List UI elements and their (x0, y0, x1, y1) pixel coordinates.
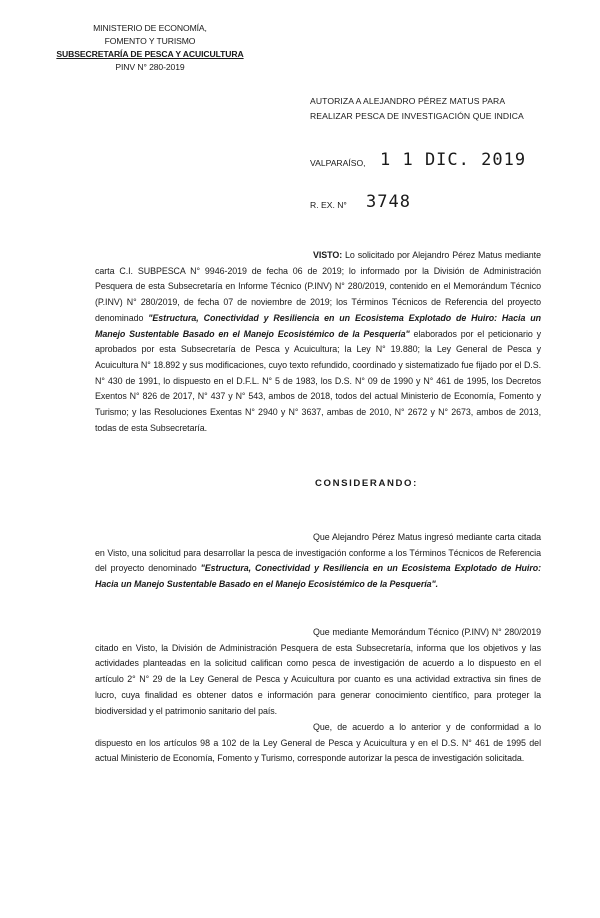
resolution-subject: AUTORIZA A ALEJANDRO PÉREZ MATUS PARA REALIZAR PESCA DE INVESTIGACIÓN QUE INDICA (310, 96, 524, 121)
visto-text-1: Lo solicitado por Alejandro Pérez Matus mediante carta C.I. SUBPESCA N° 9946-2019 de fecha 06 de 2019; lo informado por la División de Administración Pesquera de esta Subsecretaría en Informe Técnico (P.INV) N° 280/2019, contenido en el Memorándum Técnico (P.INV) N° 280/2019, de fecha 07 de noviembre de 2019; los Términos Técnicos de Referencia del proyecto denominado (95, 250, 541, 323)
letterhead (55, 22, 245, 74)
rex-label: R. EX. N° (310, 200, 347, 210)
considerando-heading: CONSIDERANDO: (315, 478, 418, 489)
date-stamp: 1 1 DIC. 2019 (380, 150, 527, 170)
visto-label: VISTO: (313, 250, 343, 260)
rex-number: 3748 (366, 192, 411, 212)
subsecretaria-line: SUBSECRETARÍA DE PESCA Y ACUICULTURA (56, 49, 244, 59)
ministry-line-1: MINISTERIO DE ECONOMÍA, (93, 23, 207, 33)
visto-project-title: "Estructura, Conectividad y Resiliencia en un Ecosistema Explotado de Huiro: Hacia un Manejo Sustentable Basado en el Manejo Ecosistémico de la Pesquería" (95, 312, 541, 339)
place-label: VALPARAÍSO, (310, 158, 366, 168)
considerando-paragraph-1 (95, 530, 541, 593)
visto-paragraph (95, 248, 541, 436)
considerando-p1-text: Que Alejandro Pérez Matus ingresó mediante carta citada en Visto, una solicitud para desarrollar la pesca de investigación conforme a los Términos Técnicos de Referencia del proyecto denominado (95, 532, 541, 574)
reference-code: PINV N° 280-2019 (115, 62, 185, 72)
considerando-paragraph-3: Que, de acuerdo a lo anterior y de conformidad a lo dispuesto en los artículos 98 a 102 de la Ley General de Pesca y Acuicultura y en el D.S. N° 461 de 1995 del actual Ministerio de Economía, Fomento y Turismo, corresponde autorizar la pesca de investigación solicitada. (95, 722, 541, 764)
place-date-line (310, 150, 570, 172)
ministry-line-2: FOMENTO Y TURISMO (104, 36, 196, 46)
visto-text-2: elaborados por el peticionario y aprobados por esta Subsecretaría de Pesca y Acuicultura; la Ley N° 19.880; la Ley General de Pesca y Acuicultura N° 18.892 y sus modificaciones, cuyo texto refundido, coordinado y sistematizado fue fijado por el D.S. N° 430 de 1991, lo dispuesto en el D.F.L. N° 5 de 1983, los D.S. N° 09 de 1990 y N° 461 de 1995, los Decretos Exentos N° 826 de 2017, N° 437 y N° 543, ambos de 2018, todos del actual Ministerio de Economía, Fomento y Turismo; y las Resoluciones Exentas N° 2940 y N° 3637, ambas de 2010, N° 2672 y N° 2673, ambos de 2013, todas de esta Subsecretaría. (95, 328, 542, 433)
considerando-paragraph-2: Que mediante Memorándum Técnico (P.INV) N° 280/2019 citado en Visto, la División de Administración Pesquera de esta Subsecretaría, informa que los objetivos y las actividades planteadas en la solicitud califican como pesca de investigación de acuerdo a lo dispuesto en el artículo 2° N° 29 de la Ley General de Pesca y Acuicultura por cuanto es una actividad extractiva sin fines de lucro, cuya finalidad es obtener datos e información para generar conocimiento científico, para proteger la biodiversidad y el patrimonio sanitario del país. (95, 627, 541, 716)
resolution-number-line (310, 192, 470, 214)
considerando-project-title: "Estructura, Conectividad y Resiliencia en un Ecosistema Explotado de Huiro: Hacia un Manejo Sustentable Basado en el Manejo Ecosistémico de la Pesquería". (95, 563, 542, 590)
